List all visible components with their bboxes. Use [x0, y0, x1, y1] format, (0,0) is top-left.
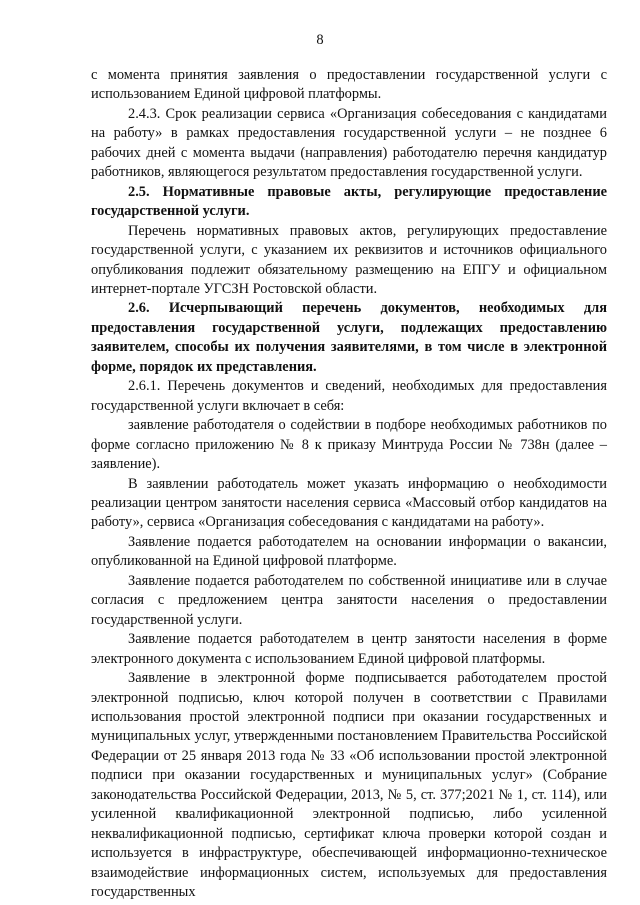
paragraph-normative-acts: Перечень нормативных правовых актов, регулирующих предоставление государственной услуги, с указанием их реквизитов и источников официального опубликования подлежит обязательному размещению на ЕПГУ и официальном интернет-портале УГСЗН Ростовской области. — [91, 222, 607, 297]
paragraph-continuation: с момента принятия заявления о предоставлении государственной услуги с использованием Единой цифровой платформы. — [91, 67, 607, 103]
section-heading-2-5: 2.5. Нормативные правовые акты, регулирующие предоставление государственной услуги. — [91, 183, 607, 220]
paragraph-electronic-signature: Заявление в электронной форме подписывается работодателем простой электронной подписью, ключ которой получен в соответствии с Правилами использования простой электронной подписи при оказании государственных и муниципальных услуг, утвержденными постановлением Правительства Российской Федерации от 25 января 2013 года № 33 «Об использовании простой электронной подписи при оказании государственных и муниципальных услуг» (Собрание законодательства Российской Федерации, 2013, № 5, ст. 377;2021 № 1, ст. 114), или усиленной квалификационной электронной подписью, либо усиленной неквалификационной подписью, сертификат ключа проверки которой создан и используется в инфраструктуре, обеспечивающей информационно-техническое взаимодействие информационных систем, используемых для предоставления государственных — [91, 670, 607, 901]
page-number: 8 — [316, 32, 324, 48]
document-body — [91, 66, 607, 902]
paragraph-application-info: В заявлении работодатель может указать информацию о необходимости реализации центром занятости населения сервиса «Массовый отбор кандидатов на работу», сервиса «Организация собеседования с кандидатами на работу». — [91, 475, 607, 531]
paragraph-employer-application: заявление работодателя о содействии в подборе необходимых работников по форме согласно приложению № 8 к приказу Минтруда России № 738н (далее – заявление). — [91, 417, 607, 473]
section-heading-2-6: 2.6. Исчерпывающий перечень документов, необходимых для предоставления государственной услуги, подлежащих предоставлению заявителем, способы их получения заявителями, в том числе в электронной форме, порядок их представления. — [91, 300, 607, 375]
paragraph-own-initiative: Заявление подается работодателем по собственной инициативе или в случае согласия с предложением центра занятости населения о предоставлении государственной услуги. — [91, 572, 607, 628]
paragraph-2-4-3: 2.4.3. Срок реализации сервиса «Организация собеседования с кандидатами на работу» в рамках предоставления государственной услуги – не позднее 6 рабочих дней с момента выдачи (направления) работодателю перечня кандидатур работников, являющегося результатом предоставления государственной услуги. — [91, 105, 607, 181]
paragraph-electronic-form: Заявление подается работодателем в центр занятости населения в форме электронного документа с использованием Единой цифровой платформы. — [91, 631, 607, 667]
paragraph-vacancy-basis: Заявление подается работодателем на основании информации о вакансии, опубликованной на Единой цифровой платформе. — [91, 533, 607, 570]
paragraph-2-6-1: 2.6.1. Перечень документов и сведений, необходимых для предоставления государственной услуги включает в себя: — [91, 378, 607, 414]
